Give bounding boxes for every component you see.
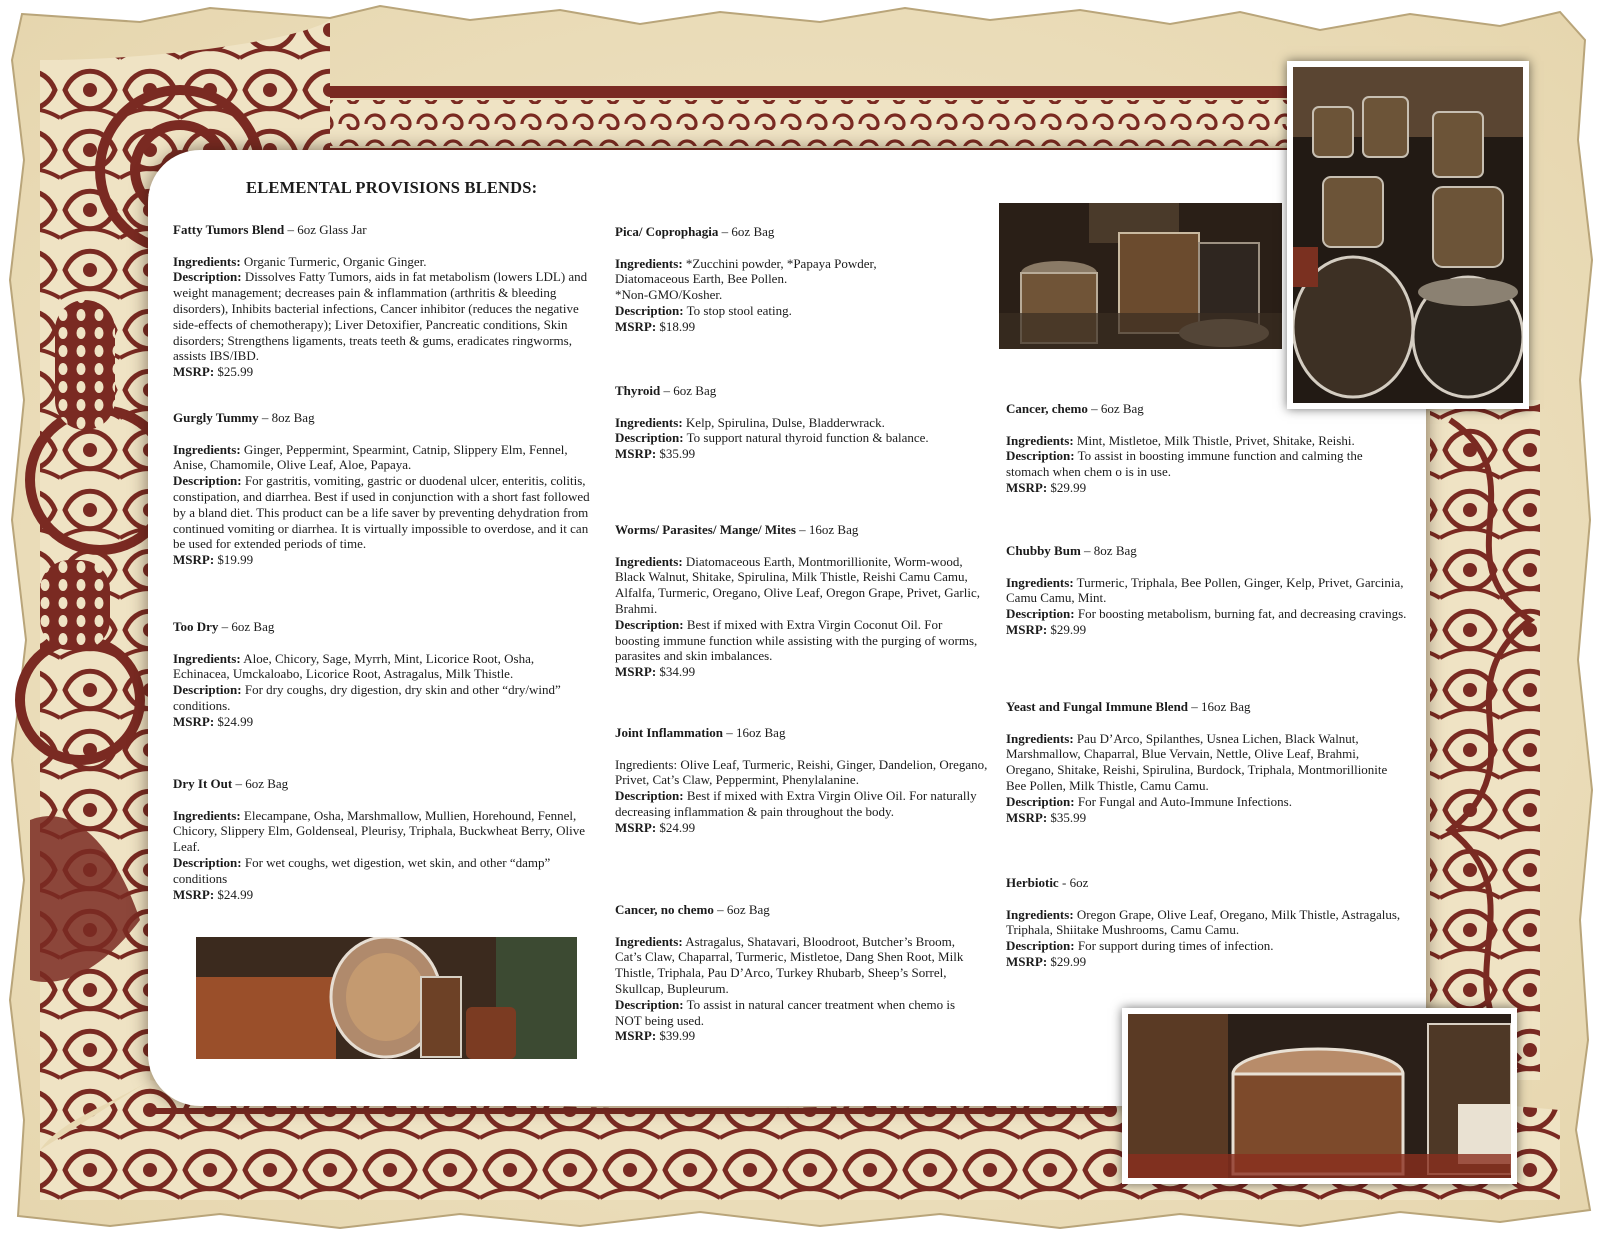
msrp-line bbox=[615, 319, 935, 335]
msrp-label: MSRP: bbox=[1006, 809, 1048, 825]
description-line bbox=[1006, 606, 1408, 622]
description-line bbox=[615, 617, 985, 664]
ingredients-label: Ingredients: bbox=[173, 441, 241, 457]
product-separator: – bbox=[718, 224, 732, 239]
ingredients-text: Kelp, Spirulina, Dulse, Bladderwrack. bbox=[685, 414, 885, 430]
msrp-label: MSRP: bbox=[173, 552, 215, 568]
product-cancer-no-chemo bbox=[615, 902, 975, 1044]
ingredients-text: Pau D’Arco, Spilanthes, Usnea Lichen, Black Walnut, Marshmallow, Chaparral, Blue Vervain, Nettle, Olive Leaf, Brahmi, Oregano, Shitake, Reishi, Spirulina, Burdock, Triphala, Montmorillionite Bee Pollen, Milk Thistle, Camu Camu. bbox=[1006, 730, 1388, 793]
ingredients-label: Ingredients: bbox=[1006, 574, 1074, 590]
ingredients-line bbox=[1006, 433, 1408, 449]
description-line bbox=[173, 473, 593, 552]
product-separator: – bbox=[232, 776, 246, 791]
ingredients-line bbox=[615, 554, 985, 617]
msrp-label: MSRP: bbox=[173, 364, 215, 380]
ingredients-line bbox=[173, 442, 593, 474]
description-text: Dissolves Fatty Tumors, aids in fat metabolism (lowers LDL) and weight management; decreases pain & inflammation (arthritis & bleeding disorders), Inhibits bacterial infections, Cancer inhibitor (reduces the negative side-effects of chemotherapy); Liver Detoxifier, Pancreatic conditions, Skin disorders; Strengthens ligaments, treats teeth & gums, eradicates ringworms, assists IBS/IBD. bbox=[173, 269, 588, 364]
msrp-value: $24.99 bbox=[217, 713, 254, 729]
product-separator: – bbox=[795, 522, 809, 537]
description-label: Description: bbox=[1006, 793, 1075, 809]
product-size: 6oz Glass Jar bbox=[297, 222, 367, 237]
product-title bbox=[615, 383, 985, 399]
description-text: To assist in natural cancer treatment when chemo is NOT being used. bbox=[615, 996, 956, 1028]
ingredients-label: Ingredients: bbox=[173, 807, 241, 823]
ingredients-label: Ingredients: bbox=[173, 650, 241, 666]
msrp-line bbox=[1006, 480, 1408, 496]
product-herbiotic bbox=[1006, 875, 1408, 970]
product-separator: – bbox=[258, 410, 272, 425]
ingredients-line bbox=[173, 254, 603, 270]
msrp-line bbox=[1006, 954, 1408, 970]
description-line bbox=[1006, 938, 1408, 954]
product-separator: – bbox=[1080, 543, 1094, 558]
msrp-label: MSRP: bbox=[615, 819, 657, 835]
msrp-value: $19.99 bbox=[217, 552, 254, 568]
product-separator: – bbox=[660, 383, 674, 398]
description-text: To assist in boosting immune function and calming the stomach when chem o is in use. bbox=[1006, 448, 1363, 480]
msrp-value: $29.99 bbox=[1050, 953, 1087, 969]
description-text: Best if mixed with Extra Virgin Coconut Oil. For boosting immune function while assisting with the purging of worms, parasites and skin imbalances. bbox=[615, 616, 978, 664]
description-label: Description: bbox=[615, 788, 684, 804]
product-title bbox=[615, 224, 935, 240]
product-yeast-fungal bbox=[1006, 699, 1408, 825]
product-fatty-tumors-blend bbox=[173, 222, 603, 380]
product-title bbox=[615, 522, 985, 538]
msrp-label: MSRP: bbox=[173, 713, 215, 729]
product-title bbox=[1006, 699, 1408, 715]
description-label: Description: bbox=[173, 473, 242, 489]
product-size: 16oz Bag bbox=[808, 522, 859, 537]
ingredients-label: Ingredients: bbox=[173, 253, 241, 269]
product-title bbox=[615, 725, 990, 741]
product-size: 16oz Bag bbox=[1201, 699, 1251, 714]
product-size: 6oz Bag bbox=[231, 619, 275, 634]
description-line bbox=[615, 303, 935, 319]
product-name: Chubby Bum bbox=[1006, 543, 1081, 558]
product-name: Gurgly Tummy bbox=[173, 410, 259, 425]
product-separator: – bbox=[1188, 699, 1202, 714]
page-title: ELEMENTAL PROVISIONS BLENDS: bbox=[246, 178, 538, 197]
product-separator: – bbox=[218, 619, 232, 634]
ingredients-text: Ginger, Peppermint, Spearmint, Catnip, Slippery Elm, Fennel, Anise, Chamomile, Olive Leaf, Aloe, Papaya. bbox=[173, 441, 568, 473]
ingredients-text: Oregon Grape, Olive Leaf, Oregano, Milk Thistle, Astragalus, Triphala, Shiitake Mushrooms, Camu Camu. bbox=[1006, 906, 1401, 938]
description-label: Description: bbox=[173, 269, 242, 285]
product-size: 6oz Bag bbox=[726, 902, 770, 917]
ingredients-line bbox=[173, 651, 593, 683]
ingredients-label: Ingredients: bbox=[1006, 906, 1074, 922]
description-line bbox=[173, 269, 603, 364]
product-separator: – bbox=[1087, 401, 1101, 416]
description-text: For Fungal and Auto-Immune Infections. bbox=[1077, 793, 1292, 809]
product-title bbox=[1006, 543, 1408, 559]
ingredients-line bbox=[1006, 575, 1408, 607]
ingredients-text: Elecampane, Osha, Marshmallow, Mullien, Horehound, Fennel, Chicory, Slippery Elm, Goldenseal, Pleurisy, Triphala, Buckwheat Berry, Olive Leaf. bbox=[173, 807, 585, 855]
ingredients-text: *Zucchini powder, *Papaya Powder, Diatomaceous Earth, Bee Pollen. bbox=[615, 255, 877, 287]
product-name: Worms/ Parasites/ Mange/ Mites bbox=[615, 522, 796, 537]
product-name: Pica/ Coprophagia bbox=[615, 224, 719, 239]
msrp-line bbox=[173, 552, 593, 568]
msrp-line bbox=[1006, 622, 1408, 638]
msrp-line bbox=[615, 446, 985, 462]
ingredients-line bbox=[615, 256, 935, 288]
msrp-line bbox=[615, 664, 985, 680]
description-label: Description: bbox=[1006, 606, 1075, 622]
ingredients-text: Organic Turmeric, Organic Ginger. bbox=[243, 253, 427, 269]
spice-jar-photo-bottom-left bbox=[196, 937, 577, 1059]
product-separator: – bbox=[713, 902, 727, 917]
product-too-dry bbox=[173, 619, 593, 730]
description-label: Description: bbox=[615, 430, 684, 446]
product-size: 8oz Bag bbox=[1093, 543, 1137, 558]
product-name: Joint Inflammation bbox=[615, 725, 723, 740]
product-name: Herbiotic bbox=[1006, 875, 1059, 890]
product-separator: – bbox=[722, 725, 736, 740]
description-line bbox=[1006, 448, 1408, 480]
ingredients-text: Turmeric, Triphala, Bee Pollen, Ginger, Kelp, Privet, Garcinia, Camu Camu, Mint. bbox=[1006, 574, 1404, 606]
product-name: Too Dry bbox=[173, 619, 219, 634]
product-dry-it-out bbox=[173, 776, 593, 902]
msrp-value: $29.99 bbox=[1050, 621, 1087, 637]
msrp-value: $25.99 bbox=[217, 364, 254, 380]
description-label: Description: bbox=[615, 302, 684, 318]
description-line bbox=[173, 682, 593, 714]
product-note: *Non-GMO/Kosher. bbox=[615, 287, 723, 303]
ingredients-line bbox=[1006, 907, 1408, 939]
product-name: Cancer, chemo bbox=[1006, 401, 1088, 416]
ingredients-text: Aloe, Chicory, Sage, Myrrh, Mint, Licorice Root, Osha, Echinacea, Umckaloabo, Licorice Root, Astragalus, Milk Thistle. bbox=[173, 650, 535, 682]
description-line bbox=[615, 997, 975, 1029]
ingredients-line bbox=[1006, 731, 1408, 794]
product-chubby-bum bbox=[1006, 543, 1408, 638]
ingredients-text: Diatomaceous Earth, Montmorillionite, Worm-wood, Black Walnut, Shitake, Spirulina, Milk Thistle, Reishi Camu Camu, Alfalfa, Turmeric, Oregano, Olive Leaf, Oregon Grape, Privet, Garlic, Brahmi. bbox=[615, 553, 980, 616]
product-title bbox=[173, 619, 593, 635]
msrp-value: $34.99 bbox=[659, 664, 696, 680]
msrp-label: MSRP: bbox=[615, 664, 657, 680]
product-title bbox=[173, 410, 593, 426]
product-separator: – bbox=[284, 222, 298, 237]
product-size: 6oz Bag bbox=[1100, 401, 1144, 416]
product-worms-parasites bbox=[615, 522, 985, 680]
msrp-value: $24.99 bbox=[217, 886, 254, 902]
msrp-label: MSRP: bbox=[1006, 621, 1048, 637]
product-size: 6oz Bag bbox=[673, 383, 717, 398]
description-text: For boosting metabolism, burning fat, and decreasing cravings. bbox=[1077, 606, 1407, 622]
ingredients-text: Astragalus, Shatavari, Bloodroot, Butcher’s Broom, Cat’s Claw, Chaparral, Turmeric, Mistletoe, Dang Shen Root, Milk Thistle, Triphala, Pau D’Arco, Turkey Rhubarb, Sheep’s Sorrel, Skullcap, Bupleurum. bbox=[615, 933, 964, 996]
description-label: Description: bbox=[615, 616, 684, 632]
product-joint-inflammation bbox=[615, 725, 990, 836]
clasp-jars-photo-bottom-right bbox=[1122, 1008, 1517, 1184]
msrp-line bbox=[173, 887, 593, 903]
msrp-value: $35.99 bbox=[1050, 809, 1087, 825]
msrp-line bbox=[173, 364, 603, 380]
ingredients-label: Ingredients: bbox=[615, 255, 683, 271]
msrp-line bbox=[1006, 810, 1408, 826]
product-name: Fatty Tumors Blend bbox=[173, 222, 285, 237]
description-label: Description: bbox=[173, 682, 242, 698]
product-size: 8oz Bag bbox=[271, 410, 315, 425]
jars-photo-right bbox=[1287, 61, 1529, 409]
msrp-label: MSRP: bbox=[615, 1028, 657, 1044]
msrp-label: MSRP: bbox=[615, 446, 657, 462]
product-gurgly-tummy bbox=[173, 410, 593, 568]
description-label: Description: bbox=[615, 996, 684, 1012]
product-pica-coprophagia bbox=[615, 224, 935, 335]
description-label: Description: bbox=[1006, 448, 1075, 464]
description-text: For support during times of infection. bbox=[1077, 938, 1274, 954]
ingredients-label: Ingredients: bbox=[1006, 730, 1074, 746]
product-size: 6oz Bag bbox=[731, 224, 775, 239]
msrp-value: $18.99 bbox=[659, 318, 696, 334]
msrp-label: MSRP: bbox=[615, 318, 657, 334]
msrp-label: MSRP: bbox=[1006, 953, 1048, 969]
description-line bbox=[615, 788, 990, 820]
product-separator: - bbox=[1058, 875, 1070, 890]
msrp-value: $29.99 bbox=[1050, 479, 1087, 495]
description-line bbox=[1006, 794, 1408, 810]
product-size: 16oz Bag bbox=[735, 725, 786, 740]
msrp-value: $24.99 bbox=[659, 819, 696, 835]
product-title bbox=[615, 902, 975, 918]
msrp-label: MSRP: bbox=[1006, 479, 1048, 495]
description-text: For dry coughs, dry digestion, dry skin and other “dry/wind” conditions. bbox=[173, 682, 561, 713]
product-title bbox=[1006, 875, 1408, 891]
product-size: 6oz bbox=[1069, 875, 1089, 890]
description-text: To support natural thyroid function & balance. bbox=[686, 430, 929, 446]
description-line bbox=[615, 430, 985, 446]
product-title bbox=[173, 222, 603, 238]
description-line bbox=[173, 855, 593, 887]
ingredients-line: Ingredients: Olive Leaf, Turmeric, Reishi, Ginger, Dandelion, Oregano, Privet, Cat’s Claw, Peppermint, Phenylalanine. bbox=[615, 756, 988, 788]
description-text: For gastritis, vomiting, gastric or duodenal ulcer, enteritis, colitis, constipation, and diarrhea. Best if used in conjunction with a short fast followed by a bland diet. This product can be a life saver by preventing dehydration from continued vomiting or diarrhea. It is virtually impossible to overdose, and it can be used for extended periods of time. bbox=[173, 473, 590, 552]
ingredients-text: Mint, Mistletoe, Milk Thistle, Privet, Shitake, Reishi. bbox=[1076, 432, 1355, 448]
ingredients-line bbox=[173, 808, 593, 855]
product-name: Thyroid bbox=[615, 383, 661, 398]
ingredients-label: Ingredients: bbox=[615, 553, 683, 569]
ingredients-line bbox=[615, 415, 985, 431]
ingredients-line bbox=[615, 934, 975, 997]
msrp-value: $39.99 bbox=[659, 1028, 696, 1044]
msrp-value: $35.99 bbox=[659, 446, 696, 462]
ingredients-label: Ingredients: bbox=[615, 933, 683, 949]
description-text: Best if mixed with Extra Virgin Olive Oil. For naturally decreasing inflammation & pain throughout the body. bbox=[615, 788, 977, 819]
product-name: Yeast and Fungal Immune Blend bbox=[1006, 699, 1189, 714]
product-size: 6oz Bag bbox=[245, 776, 289, 791]
ingredients-label: Ingredients: bbox=[1006, 432, 1074, 448]
product-name: Dry It Out bbox=[173, 776, 233, 791]
description-text: For wet coughs, wet digestion, wet skin, and other “damp” conditions bbox=[173, 854, 551, 886]
description-label: Description: bbox=[173, 854, 242, 870]
product-name: Cancer, no chemo bbox=[615, 902, 714, 917]
msrp-label: MSRP: bbox=[173, 886, 215, 902]
msrp-line bbox=[173, 714, 593, 730]
msrp-line bbox=[615, 1028, 975, 1044]
description-text: To stop stool eating. bbox=[686, 302, 792, 318]
ingredients-label: Ingredients: bbox=[615, 414, 683, 430]
msrp-line bbox=[615, 820, 990, 836]
spice-jars-photo-top bbox=[999, 203, 1282, 349]
product-title bbox=[173, 776, 593, 792]
product-thyroid bbox=[615, 383, 985, 462]
description-label: Description: bbox=[1006, 938, 1075, 954]
product-cancer-chemo bbox=[1006, 401, 1408, 496]
